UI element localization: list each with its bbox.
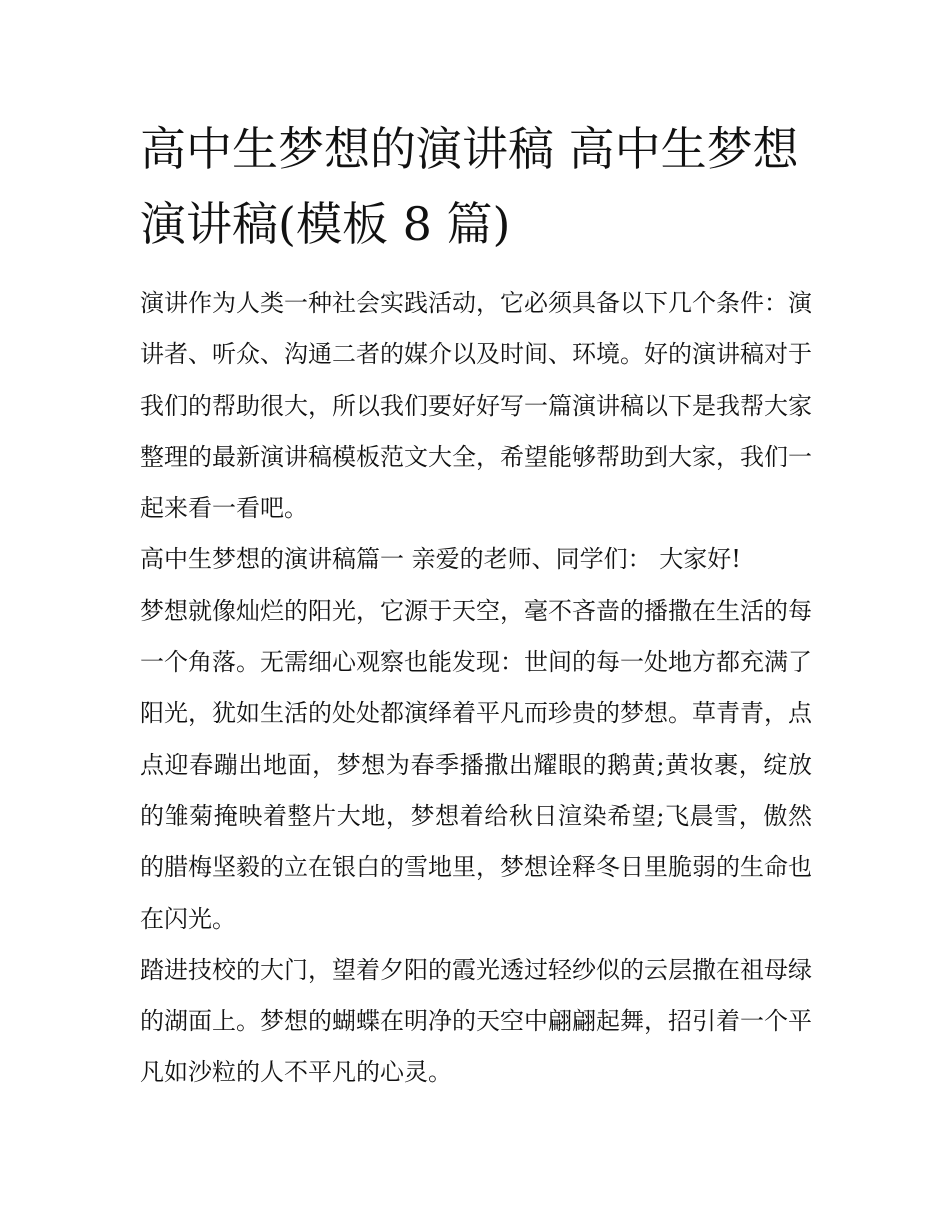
document-page [140,112,812,1099]
document-body [140,278,812,1099]
paragraph-greeting: 高中生梦想的演讲稿篇一 亲爱的老师、同学们： 大家好! [140,545,741,574]
paragraph-dream-sunshine: 梦想就像灿烂的阳光，它源于天空，毫不吝啬的播撒在生活的每一个角落。无需细心观察也能发现：世间的每一处地方都充满了阳光，犹如生活的处处都演绎着平凡而珍贵的梦想。草青青，点点迎春蹦出地面，梦想为春季播撒出耀眼的鹅黄;黄妆裹，绽放的雏菊掩映着整片大地，梦想着给秋日渲染希望;飞晨雪，傲然的腊梅坚毅的立在银白的雪地里，梦想诠释冬日里脆弱的生命也在闪光。 [140,596,812,933]
document-title: 高中生梦想的演讲稿 高中生梦想演讲稿(模板 8 篇) [140,122,799,251]
paragraph-intro: 演讲作为人类一种社会实践活动，它必须具备以下几个条件：演讲者、听众、沟通二者的媒介以及时间、环境。好的演讲稿对于我们的帮助很大，所以我们要好好写一篇演讲稿以下是我帮大家整理的最新演讲稿模板范文大全，希望能够帮助到大家，我们一起来看一看吧。 [140,289,812,523]
paragraph-school-gate: 踏进技校的大门，望着夕阳的霞光透过轻纱似的云层撒在祖母绿的湖面上。梦想的蝴蝶在明净的天空中翩翩起舞，招引着一个平凡如沙粒的人不平凡的心灵。 [140,955,812,1087]
